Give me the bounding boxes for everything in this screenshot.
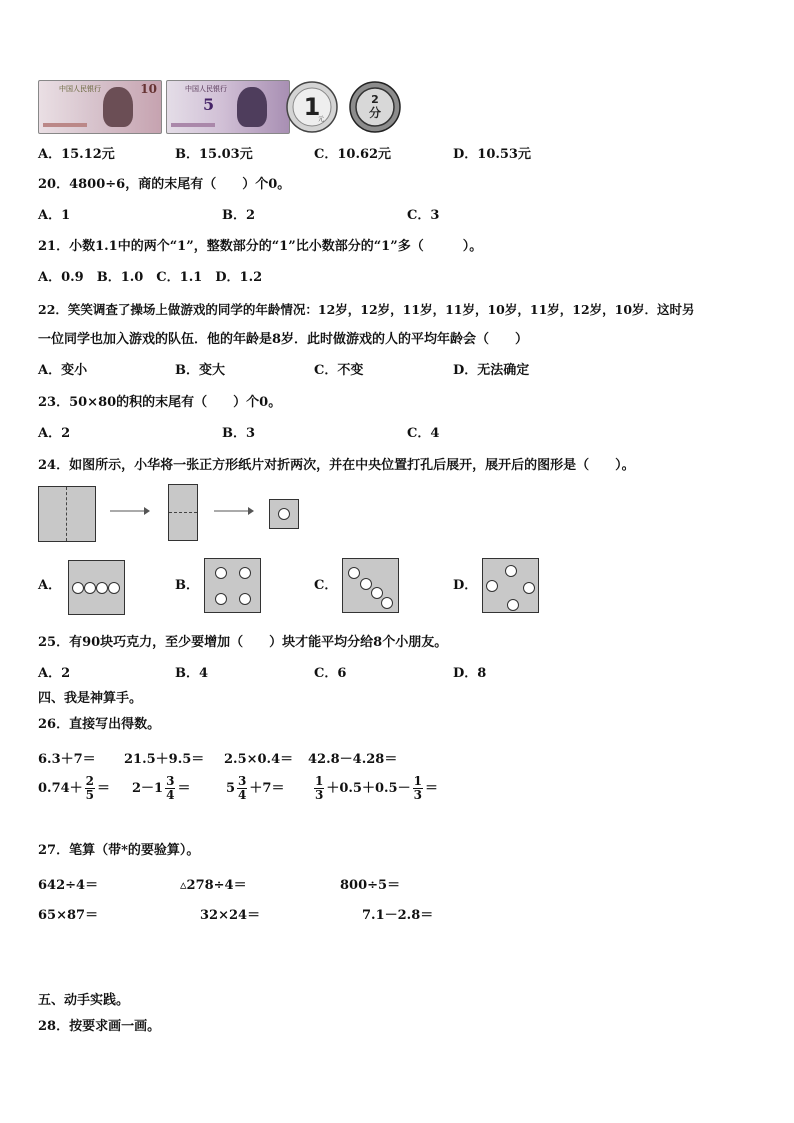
fold-line (66, 487, 67, 541)
q24-option-b-figure[interactable] (204, 558, 261, 613)
arrow-icon (214, 505, 254, 517)
q24-option-c-figure[interactable] (342, 558, 399, 613)
denominator: 5 (85, 788, 95, 802)
denominator: 4 (238, 788, 247, 802)
q26-title: 26．直接写出得数。 (38, 717, 161, 732)
q23-option-b[interactable]: B．3 (222, 426, 256, 441)
q24-option-d-label[interactable]: D． (453, 578, 478, 593)
quarter-folded-paper (269, 499, 299, 529)
q21-options[interactable]: A．0.9 B．1.0 C．1.1 D．1.2 (38, 270, 263, 285)
five-yuan-bill (166, 80, 290, 132)
expr-suffix: ＝ (177, 781, 191, 796)
q25-option-a[interactable]: A．2 (38, 666, 71, 681)
hole (108, 582, 120, 594)
bill-header: 中国人民银行 (185, 85, 227, 93)
two-fen-coin (349, 81, 401, 133)
expr-middle: ＋0.5＋0.5－ (326, 781, 411, 796)
hole (371, 587, 383, 599)
q26-item-8 (312, 775, 438, 802)
q22-option-b[interactable]: B．变大 (175, 363, 225, 378)
q22-option-d[interactable]: D．无法确定 (453, 363, 530, 378)
arrow-icon (110, 505, 150, 517)
expr-suffix: ＋7＝ (249, 781, 285, 796)
section-four-heading: 四、我是神算手。 (38, 691, 143, 706)
denominator: 3 (413, 788, 422, 802)
q25-option-d[interactable]: D．8 (453, 666, 487, 681)
section-five-heading: 五、动手实践。 (38, 993, 130, 1008)
half-folded-paper (168, 484, 198, 541)
expr-prefix: 0.74＋ (38, 781, 83, 796)
portrait-icon (103, 87, 133, 127)
fraction (165, 775, 175, 802)
q23-question: 23．50×80的积的末尾有（ ）个0。 (38, 395, 282, 410)
fraction (85, 775, 95, 802)
bill-header: 中国人民银行 (59, 85, 101, 93)
q24-option-a-figure[interactable] (68, 560, 125, 615)
q19-option-a[interactable]: A．15.12元 (38, 147, 115, 162)
numerator: 3 (166, 774, 175, 788)
expr-suffix: ＝ (424, 781, 438, 796)
q27-item-4: 65×87＝ (38, 908, 99, 923)
hole (239, 593, 251, 605)
coin-value: 2 (371, 93, 379, 106)
q24-question: 24．如图所示，小华将一张正方形纸片对折两次，并在中央位置打孔后展开，展开后的图形是（ ）。 (38, 458, 635, 473)
q24-option-b-label[interactable]: B． (175, 578, 199, 593)
fold-line (169, 512, 197, 513)
q23-option-c[interactable]: C．4 (407, 426, 440, 441)
q27-item-3: 800÷5＝ (340, 878, 401, 893)
numerator: 1 (315, 774, 324, 788)
q22-question-line1: 22．笑笑调查了操场上做游戏的同学的年龄情况：12岁，12岁，11岁，11岁，10岁，11岁，12岁，10岁．这时另 (38, 302, 695, 317)
denominator: 4 (166, 788, 175, 802)
hole (215, 593, 227, 605)
q27-title: 27．笔算（带*的要验算）。 (38, 843, 200, 858)
hole (523, 582, 535, 594)
q22-question-line2: 一位同学也加入游戏的队伍．他的年龄是8岁．此时做游戏的人的平均年龄会（ ） (38, 332, 529, 347)
q25-option-b[interactable]: B．4 (175, 666, 209, 681)
hole (215, 567, 227, 579)
q26-item-1: 6.3＋7＝ (38, 752, 96, 767)
bill-denomination: 5 (203, 95, 215, 114)
fraction (314, 775, 324, 802)
q26-item-7 (226, 775, 284, 802)
q20-option-c[interactable]: C．3 (407, 208, 440, 223)
numerator: 3 (238, 774, 247, 788)
hole (239, 567, 251, 579)
expr-prefix: 2－1 (132, 781, 164, 796)
hole (507, 599, 519, 611)
q25-question: 25．有90块巧克力，至少要增加（ ）块才能平均分给8个小朋友。 (38, 635, 448, 650)
coin-unit: 分 (368, 106, 382, 120)
one-yuan-coin (286, 81, 338, 133)
q22-option-a[interactable]: A．变小 (38, 363, 88, 378)
hole (381, 597, 393, 609)
hole (505, 565, 517, 577)
q27-item-5: 32×24＝ (200, 908, 261, 923)
q20-option-a[interactable]: A．1 (38, 208, 71, 223)
ten-yuan-bill (38, 80, 162, 132)
hole (360, 578, 372, 590)
q23-option-a[interactable]: A．2 (38, 426, 71, 441)
denominator: 3 (315, 788, 324, 802)
numerator: 2 (85, 774, 95, 788)
q19-option-c[interactable]: C．10.62元 (314, 147, 392, 162)
hole (348, 567, 360, 579)
q20-question: 20．4800÷6，商的末尾有（ ）个0。 (38, 177, 291, 192)
expr-prefix: 5 (226, 781, 236, 796)
hole (486, 580, 498, 592)
q26-item-2: 21.5＋9.5＝ (124, 752, 205, 767)
q20-option-b[interactable]: B．2 (222, 208, 256, 223)
q26-item-5 (38, 775, 110, 802)
expr-suffix: ＝ (97, 781, 111, 796)
q19-option-d[interactable]: D．10.53元 (453, 147, 531, 162)
q27-item-6: 7.1－2.8＝ (362, 908, 434, 923)
fraction (413, 775, 423, 802)
fraction (237, 775, 247, 802)
hole (84, 582, 96, 594)
q28-title: 28．按要求画一画。 (38, 1019, 161, 1034)
q26-item-3: 2.5×0.4＝ (224, 752, 294, 767)
coin-unit: 元 (317, 116, 325, 123)
hole (96, 582, 108, 594)
q26-item-6 (132, 775, 190, 802)
q19-option-b[interactable]: B．15.03元 (175, 147, 253, 162)
q24-option-c-label[interactable]: C． (314, 578, 338, 593)
q25-option-c[interactable]: C．6 (314, 666, 347, 681)
square-paper (38, 486, 96, 542)
q24-option-d-figure[interactable] (482, 558, 539, 613)
numerator: 1 (413, 774, 422, 788)
q22-option-c[interactable]: C．不变 (314, 363, 364, 378)
q24-option-a-label[interactable]: A． (38, 578, 62, 593)
portrait-icon (237, 87, 267, 127)
q27-item-2: ▵278÷4＝ (180, 878, 247, 893)
punched-hole (278, 508, 290, 520)
coin-value: 1 (303, 93, 321, 121)
serial-strip (43, 123, 87, 127)
q26-item-4: 42.8－4.28＝ (308, 752, 398, 767)
serial-strip (171, 123, 215, 127)
hole (72, 582, 84, 594)
q21-question: 21．小数1.1中的两个“1”，整数部分的“1”比小数部分的“1”多（ ）。 (38, 239, 483, 254)
bill-denomination: 10 (140, 82, 157, 96)
q27-item-1: 642÷4＝ (38, 878, 99, 893)
